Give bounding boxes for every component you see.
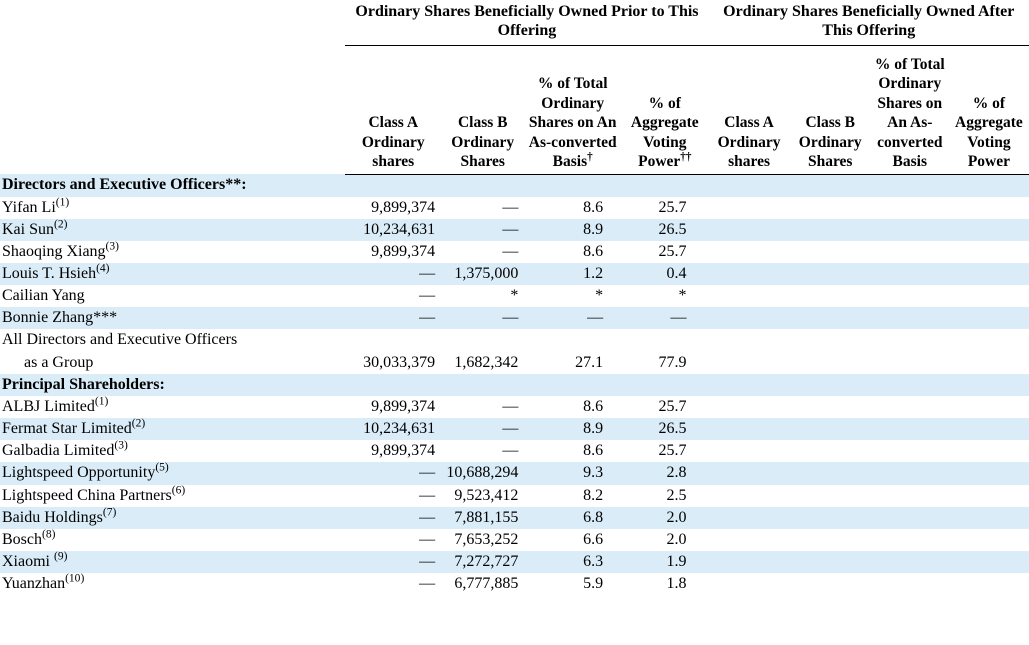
cell-b1 — [441, 174, 524, 196]
cell-b1: 10,688,294 — [441, 462, 524, 484]
table-body — [0, 174, 1029, 595]
cell-a2 — [709, 418, 790, 440]
cell-vote1: 25.7 — [658, 442, 687, 460]
column-header-class-a-prior-label: Class A Ordinary shares — [361, 114, 425, 171]
cell-b1: * — [510, 287, 519, 305]
cell-pct2 — [871, 219, 949, 241]
cell-b1: — — [502, 397, 519, 415]
cell-a2 — [709, 329, 790, 351]
row-label-text: Yifan Li — [2, 198, 56, 216]
table-row — [0, 485, 1029, 507]
cell-vote2 — [949, 263, 1029, 285]
row-label-footnote: (1) — [94, 395, 109, 408]
cell-vote1: 26.5 — [621, 418, 708, 440]
cell-a2 — [709, 263, 790, 285]
cell-pct2 — [871, 329, 949, 351]
cell-vote1: * — [678, 287, 687, 305]
cell-b1: — — [502, 198, 519, 216]
cell-a2 — [709, 219, 790, 241]
cell-vote1: 1.8 — [666, 575, 687, 593]
cell-vote2 — [949, 174, 1029, 196]
column-header-row — [0, 55, 1029, 175]
table-row — [0, 307, 1029, 329]
cell-pct2 — [871, 241, 949, 263]
cell-a1: — — [419, 287, 436, 305]
cell-b1: — — [441, 219, 524, 241]
cell-a2 — [709, 307, 790, 329]
table-row — [0, 241, 1029, 263]
row-label-footnote: (2) — [54, 218, 68, 231]
cell-pct1: 6.6 — [583, 530, 604, 548]
cell-vote1: 2.5 — [666, 486, 687, 504]
cell-a1: — — [345, 462, 441, 484]
cell-vote2 — [949, 462, 1029, 484]
column-header-pct-total-prior-label: % of Total Ordinary Shares on An As-converted Basis — [528, 75, 617, 171]
cell-b2 — [790, 174, 871, 196]
column-header-voting-power-after-label: % of Aggregate Voting Power — [955, 94, 1023, 171]
column-header-pct-total-prior-dagger: † — [587, 151, 593, 164]
cell-a2 — [709, 462, 790, 484]
row-label-text: Xiaomi — [2, 553, 54, 570]
cell-a2 — [709, 197, 790, 219]
row-label-text: Bosch — [2, 530, 42, 548]
cell-vote1 — [621, 329, 708, 351]
cell-pct1: 8.9 — [524, 219, 621, 241]
cell-b2-continued — [790, 352, 871, 374]
table-row — [0, 507, 1029, 529]
cell-vote1: 2.0 — [621, 507, 708, 529]
cell-pct1: — — [524, 307, 621, 329]
cell-a2 — [709, 551, 790, 573]
table-row — [0, 573, 1029, 595]
cell-vote2 — [949, 507, 1029, 529]
table-section-row — [0, 374, 1029, 396]
cell-a2 — [709, 174, 790, 196]
cell-a2 — [709, 573, 790, 595]
row-label — [0, 241, 345, 263]
cell-pct1 — [524, 329, 621, 351]
cell-b2 — [790, 551, 871, 573]
cell-pct2 — [871, 551, 949, 573]
table-row — [0, 285, 1029, 307]
column-header-voting-power-prior — [621, 55, 708, 175]
cell-b2 — [790, 285, 871, 307]
cell-b2 — [790, 374, 871, 396]
cell-a1: 9,899,374 — [371, 397, 436, 415]
cell-pct1: 5.9 — [583, 575, 604, 593]
cell-pct1: 9.3 — [524, 462, 621, 484]
cell-pct1: 8.6 — [583, 442, 604, 460]
table-row — [0, 551, 1029, 573]
row-label-text: Fermat Star Limited — [2, 420, 132, 438]
group-header-after-offering: Ordinary Shares Beneficially Owned After This Offering — [709, 0, 1029, 45]
cell-pct2 — [871, 573, 949, 595]
cell-b2 — [790, 573, 871, 595]
cell-pct2 — [871, 418, 949, 440]
cell-pct2 — [871, 285, 949, 307]
row-label — [0, 263, 345, 285]
cell-a1: — — [345, 551, 441, 573]
table-row — [0, 529, 1029, 551]
cell-vote2 — [949, 329, 1029, 351]
cell-pct1: 8.6 — [583, 198, 604, 216]
row-label — [0, 374, 345, 396]
cell-b1: — — [441, 418, 524, 440]
row-label — [0, 485, 345, 507]
row-label — [0, 551, 345, 573]
row-label-footnote: (6) — [171, 484, 186, 497]
row-label-text: Lightspeed China Partners — [2, 486, 172, 504]
row-label-text: All Directors and Executive Officers — [2, 331, 238, 349]
cell-vote1: 2.0 — [666, 530, 687, 548]
cell-pct1-continued: 27.1 — [575, 353, 604, 371]
row-label — [0, 197, 345, 219]
cell-vote2 — [949, 529, 1029, 551]
cell-a2 — [709, 285, 790, 307]
cell-vote2 — [949, 396, 1029, 418]
cell-pct1: 8.6 — [583, 397, 604, 415]
cell-pct2 — [871, 440, 949, 462]
cell-a1: 9,899,374 — [371, 442, 436, 460]
row-label-footnote: (5) — [155, 462, 169, 475]
cell-pct2 — [871, 507, 949, 529]
cell-pct2 — [871, 529, 949, 551]
cell-pct2-continued — [871, 352, 949, 374]
cell-b2 — [790, 263, 871, 285]
cell-a2 — [709, 440, 790, 462]
cell-pct2 — [871, 396, 949, 418]
cell-pct2 — [871, 462, 949, 484]
row-label-text: Baidu Holdings — [2, 508, 103, 526]
row-label — [0, 529, 345, 551]
column-header-voting-power-prior-dagger: †† — [680, 151, 692, 164]
row-label-footnote: (7) — [102, 506, 117, 519]
table-section-row — [0, 174, 1029, 196]
table-row — [0, 440, 1029, 462]
cell-vote2 — [949, 551, 1029, 573]
cell-vote1: 2.8 — [621, 462, 708, 484]
row-label-text: Cailian Yang — [2, 287, 85, 305]
header-spacer-cell — [0, 45, 1029, 55]
column-header-pct-total-prior — [524, 55, 621, 175]
row-label — [0, 396, 345, 418]
row-label — [0, 462, 345, 484]
row-label-footnote: (3) — [105, 240, 119, 253]
column-header-class-a-after — [709, 55, 790, 175]
cell-pct1: 1.2 — [524, 263, 621, 285]
row-label — [0, 440, 345, 462]
cell-vote1-continued: 77.9 — [658, 353, 687, 371]
cell-vote2 — [949, 197, 1029, 219]
cell-b2 — [790, 241, 871, 263]
group-header-row — [0, 0, 1029, 45]
row-label-footnote: (9) — [54, 550, 68, 563]
cell-pct1 — [524, 374, 621, 396]
table-row — [0, 329, 1029, 351]
cell-pct2 — [871, 374, 949, 396]
cell-vote2 — [949, 307, 1029, 329]
row-label-text: Shaoqing Xiang — [2, 242, 106, 260]
cell-b2 — [790, 219, 871, 241]
row-label-footnote: (3) — [114, 439, 128, 452]
cell-pct1: 6.3 — [524, 551, 621, 573]
row-label-text: Bonnie Zhang*** — [2, 309, 118, 327]
cell-b2 — [790, 329, 871, 351]
cell-a1: 9,899,374 — [371, 198, 436, 216]
cell-a1: — — [345, 307, 441, 329]
table-row — [0, 219, 1029, 241]
cell-b2 — [790, 396, 871, 418]
row-label-footnote: (4) — [96, 262, 110, 275]
cell-vote2 — [949, 485, 1029, 507]
cell-vote2 — [949, 440, 1029, 462]
column-header-class-a-after-label: Class A Ordinary shares — [717, 114, 781, 171]
cell-a1: — — [345, 507, 441, 529]
cell-a2 — [709, 529, 790, 551]
row-label-text: Principal Shareholders: — [2, 375, 165, 393]
column-header-class-a-prior — [345, 55, 441, 175]
cell-b2 — [790, 307, 871, 329]
cell-vote1: — — [621, 307, 708, 329]
row-label-continued: as a Group — [24, 353, 94, 371]
cell-b1: 9,523,412 — [454, 486, 519, 504]
cell-vote1 — [621, 374, 708, 396]
cell-b1: 7,653,252 — [454, 530, 519, 548]
table-head — [0, 0, 1029, 174]
cell-pct1 — [524, 174, 621, 196]
cell-pct2 — [871, 307, 949, 329]
cell-b1 — [441, 374, 524, 396]
cell-vote2 — [949, 418, 1029, 440]
cell-vote2 — [949, 285, 1029, 307]
cell-vote1: 26.5 — [621, 219, 708, 241]
column-header-class-b-after — [790, 55, 871, 175]
cell-b2 — [790, 485, 871, 507]
table-row — [0, 263, 1029, 285]
cell-b1 — [441, 329, 524, 351]
cell-b1: 6,777,885 — [454, 575, 519, 593]
cell-b2 — [790, 507, 871, 529]
row-label-footnote: (1) — [55, 196, 70, 209]
cell-a1: — — [419, 575, 436, 593]
cell-a1: 10,234,631 — [345, 219, 441, 241]
row-label-text: Yuanzhan — [2, 575, 66, 593]
group-header-prior-offering: Ordinary Shares Beneficially Owned Prior to This Offering — [345, 0, 708, 45]
cell-pct1: 8.9 — [524, 418, 621, 440]
cell-b1: — — [441, 307, 524, 329]
cell-pct2 — [871, 174, 949, 196]
row-label-text: Louis T. Hsieh — [2, 264, 97, 282]
column-header-class-b-after-label: Class B Ordinary Shares — [798, 114, 862, 171]
cell-b1: — — [502, 242, 519, 260]
cell-a2 — [709, 241, 790, 263]
cell-vote1: 0.4 — [621, 263, 708, 285]
cell-a2 — [709, 396, 790, 418]
row-label-text: ALBJ Limited — [2, 397, 95, 415]
row-label — [0, 285, 345, 307]
cell-vote2 — [949, 219, 1029, 241]
cell-vote2 — [949, 573, 1029, 595]
cell-b2 — [790, 197, 871, 219]
cell-b1: 1,375,000 — [441, 263, 524, 285]
cell-a2 — [709, 507, 790, 529]
cell-a1: 9,899,374 — [371, 242, 436, 260]
cell-a1 — [345, 374, 441, 396]
cell-pct1: 8.2 — [583, 486, 604, 504]
row-label — [0, 418, 345, 440]
cell-vote1 — [621, 174, 708, 196]
column-header-voting-power-after — [949, 55, 1029, 175]
cell-pct1: 8.6 — [583, 242, 604, 260]
cell-a2 — [709, 374, 790, 396]
cell-pct2 — [871, 263, 949, 285]
row-label — [0, 307, 345, 329]
row-label — [0, 573, 345, 595]
cell-vote1: 1.9 — [621, 551, 708, 573]
cell-vote2 — [949, 241, 1029, 263]
cell-a1 — [345, 329, 441, 351]
cell-b1: 7,272,727 — [441, 551, 524, 573]
cell-vote1: 25.7 — [658, 397, 687, 415]
cell-vote1: 25.7 — [658, 242, 687, 260]
row-label-footnote: (2) — [131, 417, 146, 430]
cell-pct2 — [871, 197, 949, 219]
table-row — [0, 396, 1029, 418]
row-label — [0, 219, 345, 241]
cell-b1-continued: 1,682,342 — [454, 353, 519, 371]
cell-b1: — — [502, 442, 519, 460]
cell-b2 — [790, 440, 871, 462]
cell-a1: 10,234,631 — [345, 418, 441, 440]
header-spacer-row — [0, 45, 1029, 55]
cell-b2 — [790, 418, 871, 440]
cell-vote1: 25.7 — [658, 198, 687, 216]
column-header-class-b-prior-label: Class B Ordinary Shares — [451, 114, 515, 171]
column-header-voting-power-prior-label: % of Aggregate Voting Power — [630, 94, 699, 171]
group-header-blank — [0, 0, 345, 45]
cell-a1-continued: 30,033,379 — [363, 353, 436, 371]
row-label-text: Galbadia Limited — [2, 442, 115, 460]
cell-pct1: 6.8 — [524, 507, 621, 529]
row-label-footnote: (8) — [42, 528, 56, 541]
row-label — [0, 507, 345, 529]
cell-a2-continued — [709, 352, 790, 374]
row-label-footnote: (10) — [65, 572, 85, 585]
cell-vote2-continued — [949, 352, 1029, 374]
cell-a1 — [345, 174, 441, 196]
cell-vote2 — [949, 374, 1029, 396]
cell-b1: 7,881,155 — [441, 507, 524, 529]
column-header-class-b-prior — [441, 55, 524, 175]
column-header-pct-total-after — [871, 55, 949, 175]
row-label — [0, 329, 345, 351]
cell-a1: — — [419, 486, 436, 504]
cell-b2 — [790, 529, 871, 551]
table-row-continuation — [0, 352, 1029, 374]
row-label — [0, 174, 345, 196]
row-label-text: Lightspeed Opportunity — [2, 464, 156, 482]
cell-a1: — — [345, 263, 441, 285]
column-header-pct-total-after-label: % of Total Ordinary Shares on An As-converted Basis — [874, 55, 945, 171]
table-row — [0, 462, 1029, 484]
table-row — [0, 418, 1029, 440]
table-row — [0, 197, 1029, 219]
cell-pct1: * — [595, 287, 604, 305]
cell-a1: — — [419, 530, 436, 548]
cell-pct2 — [871, 485, 949, 507]
cell-a2 — [709, 485, 790, 507]
row-label-text: Directors and Executive Officers**: — [2, 176, 247, 194]
cell-b2 — [790, 462, 871, 484]
row-label-text: Kai Sun — [2, 220, 54, 238]
column-header-name — [0, 55, 345, 175]
